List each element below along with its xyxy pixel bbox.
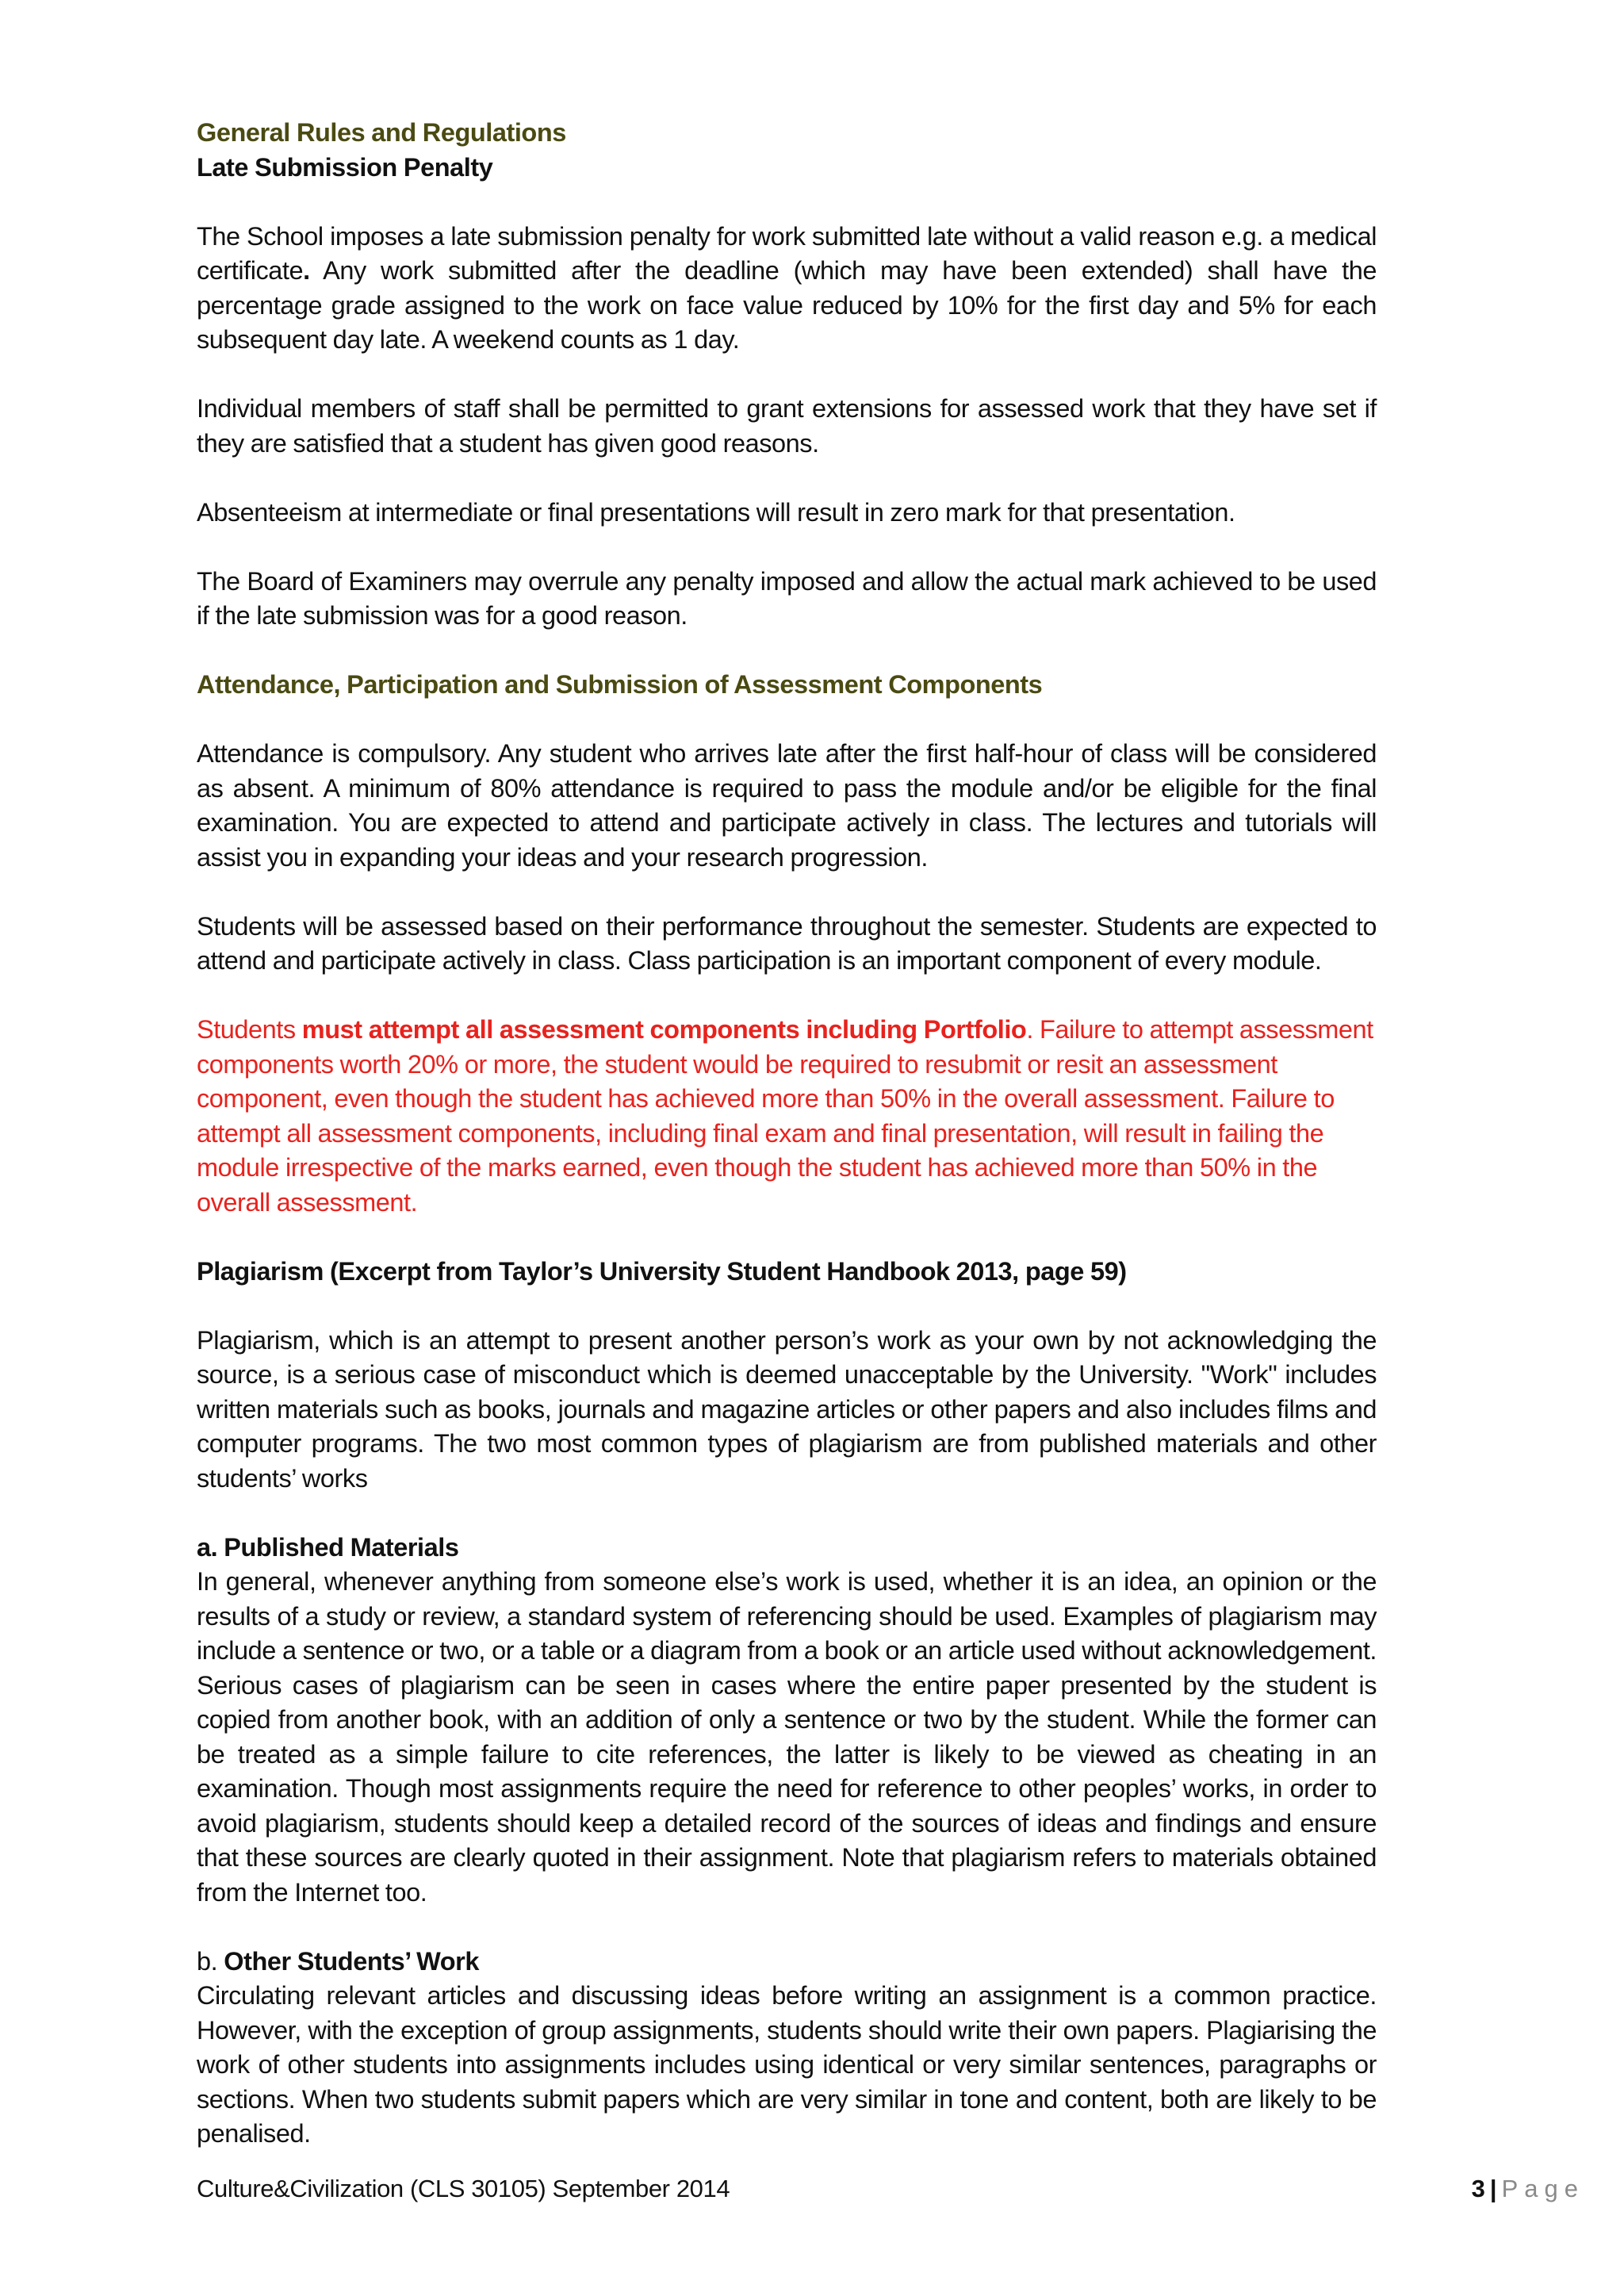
heading-other-students-work bbox=[197, 1945, 1377, 1980]
heading-late-submission: Late Submission Penalty bbox=[197, 152, 493, 182]
section-title-general-rules: General Rules and Regulations bbox=[197, 118, 566, 147]
attendance-paragraph-2: Students will be assessed based on their performance throughout the semester. Students are expected to attend and participate actively in class. Class participation is an important component of every module. bbox=[197, 911, 1377, 975]
attendance-paragraph-1: Attendance is compulsory. Any student who arrives late after the first half-hour of class will be considered as absent. A minimum of 80% attendance is required to pass the module and/or be eligible for the final examination. You are expected to attend and participate actively in class. The lectures and tutorials will assist you in expanding your ideas and your research progression. bbox=[197, 739, 1377, 872]
footer-course-info: Culture&Civilization (CLS 30105) September 2014 bbox=[197, 2175, 730, 2202]
page-separator: | bbox=[1489, 2175, 1497, 2202]
footer-page-indicator bbox=[1472, 2173, 1584, 2205]
late-paragraph-1-part-a: The School imposes a late submission penalty for work submitted late without a valid reason e.g. a medical certificate bbox=[197, 221, 1377, 285]
assessment-warning-part-b: . Failure to attempt assessment components worth 20% or more, the student would be required to resubmit or resit an assessment component, even though the student has achieved more than 50% in the overall assessment. Failure to attempt all assessment components, including final exam and final presentation, will result in failing the module irrespective of the marks earned, even though the student has achieved more than 50% in the overall assessment. bbox=[197, 1015, 1373, 1217]
other-students-title: Other Students’ Work bbox=[224, 1946, 479, 1976]
late-paragraph-4: The Board of Examiners may overrule any penalty imposed and allow the actual mark achieved to be used if the late submission was for a good reason. bbox=[197, 566, 1377, 630]
page-number: 3 bbox=[1471, 2175, 1485, 2202]
assessment-warning-paragraph bbox=[197, 1013, 1377, 1220]
page-content bbox=[197, 116, 1377, 2152]
late-paragraph-1-part-b: Any work submitted after the deadline (which may have been extended) shall have the percentage grade assigned to the work on face value reduced by 10% for the first day and 5% for each subsequent day late. A weekend counts as 1 day. bbox=[197, 256, 1377, 354]
plagiarism-paragraph-1: Plagiarism, which is an attempt to present another person’s work as your own by not acknowledging the source, is a serious case of misconduct which is deemed unacceptable by the University. "Work" includes written materials such as books, journals and magazine articles or other papers and also includes films and computer programs. The two most common types of plagiarism are from published materials and other students’ works bbox=[197, 1325, 1377, 1493]
heading-plagiarism: Plagiarism (Excerpt from Taylor’s University Student Handbook 2013, page 59) bbox=[197, 1256, 1127, 1286]
late-paragraph-1 bbox=[197, 220, 1377, 358]
other-students-prefix: b. bbox=[197, 1946, 224, 1976]
page-label: Page bbox=[1501, 2175, 1584, 2202]
late-paragraph-3: Absenteeism at intermediate or final presentations will result in zero mark for that presentation. bbox=[197, 497, 1235, 527]
assessment-warning-part-a: Students bbox=[197, 1015, 302, 1044]
heading-published-materials: a. Published Materials bbox=[197, 1532, 459, 1562]
late-paragraph-1-dot: . bbox=[303, 256, 310, 285]
late-paragraph-2: Individual members of staff shall be permitted to grant extensions for assessed work that they have set if they are satisfied that a student has given good reasons. bbox=[197, 394, 1377, 458]
heading-attendance: Attendance, Participation and Submission of Assessment Components bbox=[197, 670, 1043, 699]
other-students-paragraph: Circulating relevant articles and discussing ideas before writing an assignment is a common practice. However, with the exception of group assignments, students should write their own papers. Plagiarising the work of other students into assignments includes using identical or very similar sentences, paragraphs or sections. When two students submit papers which are very similar in tone and content, both are likely to be penalised. bbox=[197, 1981, 1377, 2148]
published-materials-paragraph: In general, whenever anything from someone else’s work is used, whether it is an idea, an opinion or the results of a study or review, a standard system of referencing should be used. Examples of plagiarism may include a sentence or two, or a table or a diagram from a book or an article used without acknowledgement. Serious cases of plagiarism can be seen in cases where the entire paper presented by the student is copied from another book, with an addition of only a sentence or two by the student. While the former can be treated as a simple failure to cite references, the latter is likely to be viewed as cheating in an examination. Though most assignments require the need for reference to other peoples’ works, in order to avoid plagiarism, students should keep a detailed record of the sources of ideas and findings and ensure that these sources are clearly quoted in their assignment. Note that plagiarism refers to materials obtained from the Internet too. bbox=[197, 1567, 1377, 1907]
assessment-warning-emphasis: must attempt all assessment components including Portfolio bbox=[301, 1015, 1027, 1044]
